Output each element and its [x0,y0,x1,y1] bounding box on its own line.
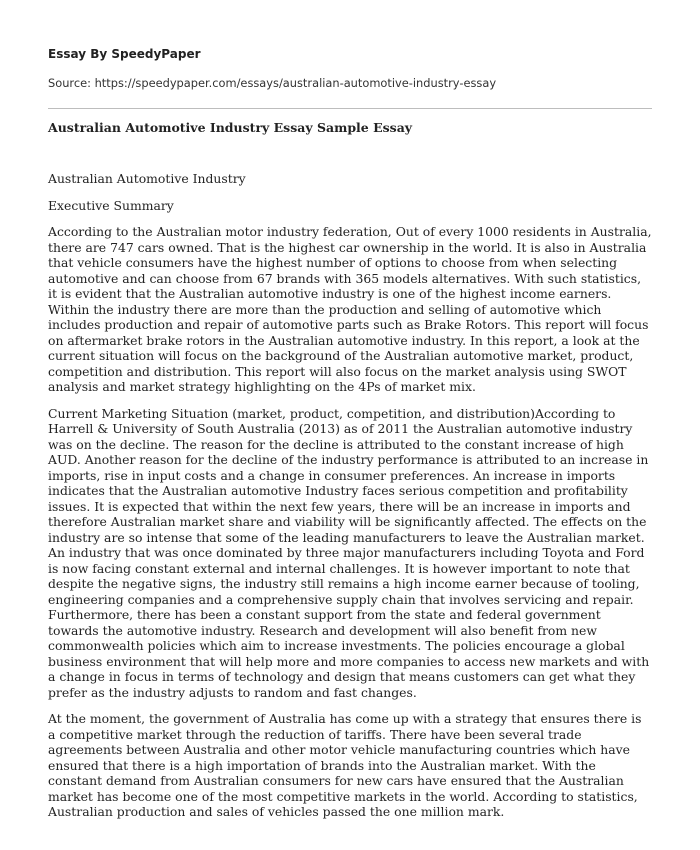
paragraph: According to the Australian motor industry federation, Out of every 1000 residents in Australia, there are 747 cars owned. That is the highest car ownership in the world. It is also in Australia that vehicle consumers have the highest number of options to choose from when selecting automotive and can choose from 67 brands with 365 models alternatives. With such statistics, it is evident that the Australian automotive industry is one of the highest income earners. Within the industry there are more than the production and selling of automotive which includes production and repair of automotive parts such as Brake Rotors. This report will focus on aftermarket brake rotors in the Australian automotive industry. In this report, a look at the current situation will focus on the background of the Australian automotive market, product, competition and distribution. This report will also focus on the market analysis using SWOT analysis and market strategy highlighting on the 4Ps of market mix. [48,224,652,394]
essay-body [48,171,652,831]
paragraph: At the moment, the government of Australia has come up with a strategy that ensures there is a competitive market through the reduction of tariffs. There have been several trade agreements between Australia and other motor vehicle manufacturing countries which have ensured that there is a high importation of brands into the Australian market. With the constant demand from Australian consumers for new cars have ensured that the Australian market has become one of the most competitive markets in the world. According to statistics, Australian production and sales of vehicles passed the one million mark. [48,711,642,819]
header-divider [48,108,652,109]
section-heading: Executive Summary [48,197,174,213]
essay-title: Australian Automotive Industry Essay Sample Essay [48,120,413,135]
source-link[interactable]: Source: https://speedypaper.com/essays/australian-automotive-industry-essay [48,76,497,90]
paragraph: Current Marketing Situation (market, product, competition, and distribution)According to Harrell & University of South Australia (2013) as of 2011 the Australian automotive industry was on the decline. The reason for the decline is attributed to the constant increase of high AUD. Another reason for the decline of the industry performance is attributed to an increase in imports, rise in input costs and a change in consumer preferences. An increase in imports indicates that the Australian automotive Industry faces serious competition and profitability issues. It is expected that within the next few years, there will be an increase in imports and therefore Australian market share and viability will be significantly affected. The effects on the industry are so intense that some of the leading manufacturers to leave the Australian market. An industry that was once dominated by three major manufacturers including Toyota and Ford is now facing constant external and internal challenges. It is however important to note that despite the negative signs, the industry still remains a high income earner because of tooling, engineering companies and a comprehensive supply chain that involves servicing and repair. Furthermore, there has been a constant support from the state and federal government towards the automotive industry. Research and development will also benefit from new commonwealth policies which aim to increase investments. The policies encourage a global business environment that will help more and more companies to access new markets and with a change in focus in terms of technology and design that means customers can get what they prefer as the industry adjusts to random and fast changes. [48,405,650,700]
essay-subtitle: Australian Automotive Industry [48,171,246,186]
site-title: Essay By SpeedyPaper [48,47,201,61]
